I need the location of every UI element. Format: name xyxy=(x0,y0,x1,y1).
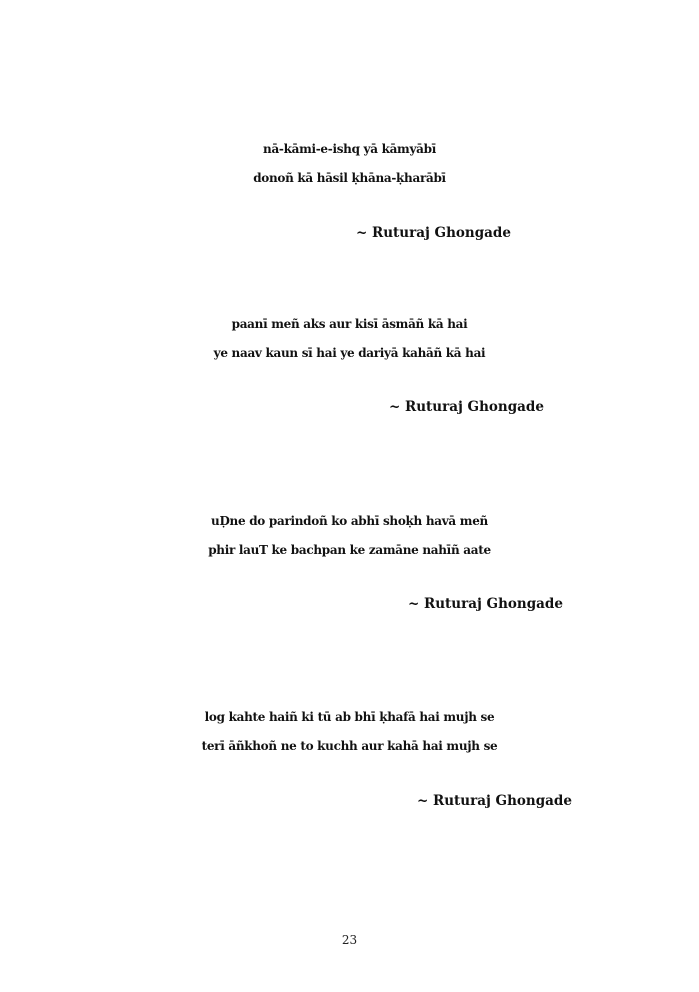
couplet-4-line-1: log kahte haiñ ki tū ab bhī ḳhafā hai mujh se xyxy=(204,710,495,724)
couplet-3 xyxy=(0,507,699,565)
couplet-1-line-2: donoñ kā hāsil ḳhāna-ḳharābī xyxy=(253,171,446,185)
couplet-4-line-2: terī āñkhoñ ne to kuchh aur kahā hai mujh se xyxy=(201,739,498,753)
couplet-4 xyxy=(0,703,699,761)
couplet-2-line-1: paanī meñ aks aur kisī āsmāñ kā hai xyxy=(231,317,468,331)
couplet-2 xyxy=(0,310,699,368)
couplet-1-attribution: ~ Ruturaj Ghongade xyxy=(356,225,511,241)
couplet-4-attribution: ~ Ruturaj Ghongade xyxy=(417,793,572,809)
couplet-1-line-1: nā-kāmi-e-ishq yā kāmyābī xyxy=(263,142,436,156)
couplet-3-attribution: ~ Ruturaj Ghongade xyxy=(408,596,563,612)
couplet-3-line-2: phir lauT ke bachpan ke zamāne nahīñ aate xyxy=(208,543,491,557)
couplet-1 xyxy=(0,135,699,193)
couplet-2-line-2: ye naav kaun sī hai ye dariyā kahāñ kā hai xyxy=(213,346,486,360)
couplet-2-attribution: ~ Ruturaj Ghongade xyxy=(389,399,544,415)
couplet-3-line-1: uḌne do parindoñ ko abhī shoḳh havā meñ xyxy=(211,514,488,528)
page-number: 23 xyxy=(341,933,358,947)
